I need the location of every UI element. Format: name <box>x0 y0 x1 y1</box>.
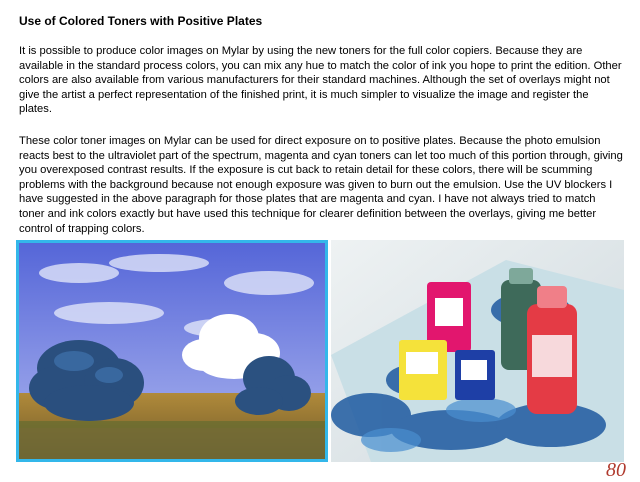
paragraph-1: It is possible to produce color images on Mylar by using the new toners for the full color copiers. Because they are available in the standard process colors, you can mix any hue to match the color of ink you hope to print the edition. Other colors are also available from various manufacturers for their standard machines. Although the set of overlays might not give the artist a perfect representation of the finished print, it is much simpler to visualize the image and register the plates. <box>19 45 622 116</box>
page-number: 80 <box>606 459 626 481</box>
page-title: Use of Colored Toners with Positive Plates <box>19 14 263 28</box>
paragraph-2: These color toner images on Mylar can be used for direct exposure on to positive plates. Because the photo emulsion reacts best to the ultraviolet part of the spectrum, magenta and cyan toners can let too much of this portion through, giving you overexposed contrast results. If the exposure is cut back to retain detail for these colors, there will be scumming problems with the background because not enough exposure was given to burn out the emulsion. Use the UV blockers I have suggested in the above paragraph for those plates that are magenta and cyan. I have not always tried to match toner and ink colors exactly but have used this technique for clearer definition between the overlays, giving me better control of trapping colors. <box>19 135 623 235</box>
toner-bottles-photo <box>331 240 624 462</box>
landscape-painting-image <box>16 240 328 462</box>
